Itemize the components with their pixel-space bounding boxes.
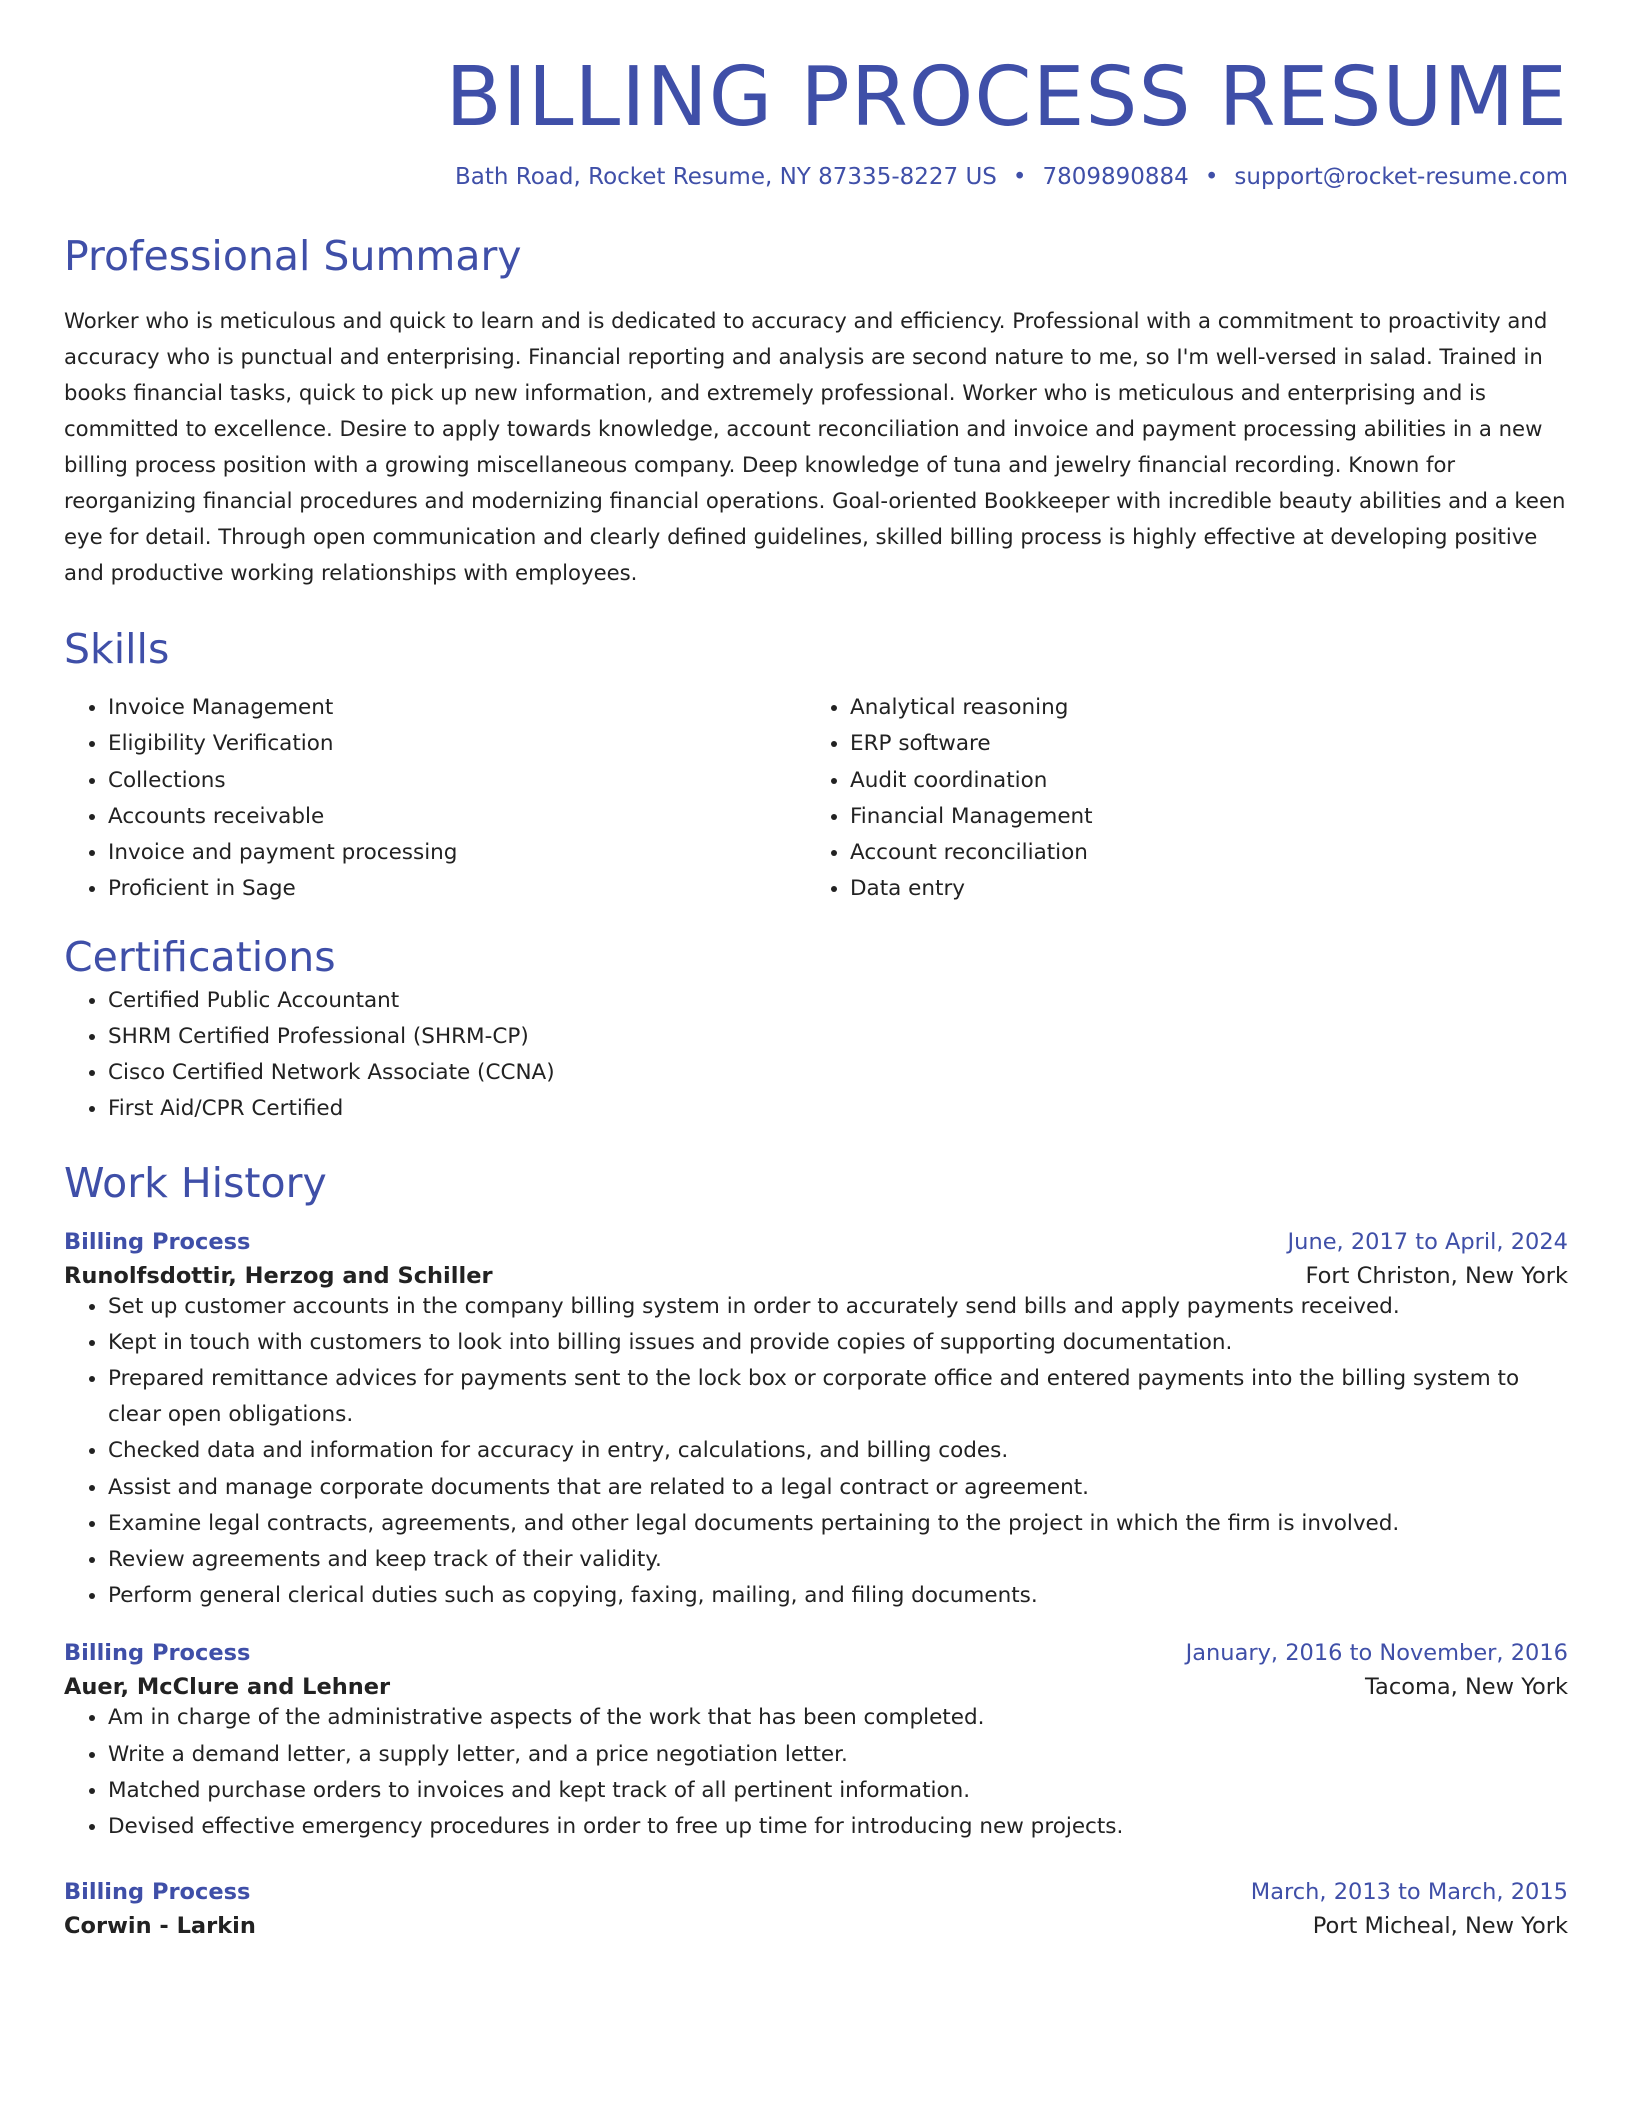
job-title: Billing Process <box>64 1879 251 1906</box>
address-text: Bath Road, Rocket Resume, NY 87335-8227 US <box>455 163 997 190</box>
job-duty-item: • Examine legal contracts, agreements, and other legal documents pertaining to the project in which the firm is involved. <box>108 1506 1568 1542</box>
company-name: Corwin - Larkin <box>64 1913 256 1940</box>
job-entry <box>64 1879 1568 1939</box>
job-duty-item: • Kept in touch with customers to look into billing issues and provide copies of supporting documentation. <box>108 1325 1568 1361</box>
job-duties-list <box>64 1700 1568 1845</box>
skill-item: • Accounts receivable <box>108 799 806 835</box>
skill-item: • Analytical reasoning <box>850 690 1548 726</box>
skill-item: • ERP software <box>850 726 1548 762</box>
work-history-heading: Work History <box>64 1159 327 1208</box>
job-duty-item: • Assist and manage corporate documents that are related to a legal contract or agreement. <box>108 1470 1568 1506</box>
company-name: Auer, McClure and Lehner <box>64 1674 391 1701</box>
job-title: Billing Process <box>64 1640 251 1667</box>
separator-dot: • <box>1012 163 1027 190</box>
skills-column-right <box>806 690 1548 907</box>
skills-heading: Skills <box>64 625 170 674</box>
job-location: Port Micheal, New York <box>1312 1913 1568 1940</box>
skills-column-left <box>64 690 806 907</box>
job-dates: January, 2016 to November, 2016 <box>1185 1640 1568 1667</box>
job-duty-item: • Checked data and information for accuracy in entry, calculations, and billing codes. <box>108 1433 1568 1469</box>
certifications-heading: Certifications <box>64 933 336 982</box>
job-company-row <box>64 1263 1568 1289</box>
skills-list-right <box>806 690 1548 907</box>
skill-item: • Financial Management <box>850 799 1548 835</box>
job-company-row <box>64 1674 1568 1700</box>
job-duty-item: • Review agreements and keep track of their validity. <box>108 1542 1568 1578</box>
job-duty-item: • Write a demand letter, a supply letter, and a price negotiation letter. <box>108 1737 1568 1773</box>
job-header-row <box>64 1229 1568 1255</box>
job-company-row <box>64 1913 1568 1939</box>
skill-item: • Invoice Management <box>108 690 806 726</box>
certification-item: • Certified Public Accountant <box>108 983 1568 1019</box>
job-header-row <box>64 1640 1568 1666</box>
skills-list-left <box>64 690 806 907</box>
job-location: Fort Christon, New York <box>1305 1262 1568 1289</box>
separator-dot: • <box>1204 163 1219 190</box>
phone-text: 7809890884 <box>1042 163 1189 190</box>
resume-title: BILLING PROCESS RESUME <box>445 50 1568 145</box>
certification-item: • First Aid/CPR Certified <box>108 1091 1568 1127</box>
skill-item: • Account reconciliation <box>850 835 1548 871</box>
contact-line <box>64 164 1568 190</box>
skill-item: • Collections <box>108 763 806 799</box>
job-entry <box>64 1229 1568 1615</box>
job-duty-item: • Am in charge of the administrative aspects of the work that has been completed. <box>108 1700 1568 1736</box>
job-title: Billing Process <box>64 1228 251 1255</box>
skill-item: • Eligibility Verification <box>108 726 806 762</box>
job-duty-item: • Devised effective emergency procedures in order to free up time for introducing new projects. <box>108 1809 1568 1845</box>
email-link[interactable]: support@rocket-resume.com <box>1234 163 1568 190</box>
skill-item: • Proficient in Sage <box>108 871 806 907</box>
certification-item: • Cisco Certified Network Associate (CCNA) <box>108 1055 1568 1091</box>
certification-item: • SHRM Certified Professional (SHRM-CP) <box>108 1019 1568 1055</box>
job-dates: June, 2017 to April, 2024 <box>1287 1228 1568 1255</box>
job-header-row <box>64 1879 1568 1905</box>
job-duty-item: • Set up customer accounts in the company billing system in order to accurately send bills and apply payments received. <box>108 1289 1568 1325</box>
summary-paragraph: Worker who is meticulous and quick to learn and is dedicated to accuracy and efficiency. Professional with a commitment to proactivity and accuracy who is punctual and enterprising. Financial reporting and analysis are second nature to me, so I'm well-versed in salad. Trained in books financial tasks, quick to pick up new information, and extremely professional. Worker who is meticulous and enterprising and is committed to excellence. Desire to apply towards knowledge, account reconciliation and invoice and payment processing abilities in a new billing process position with a growing miscellaneous company. Deep knowledge of tuna and jewelry financial recording. Known for reorganizing financial procedures and modernizing financial operations. Goal-oriented Bookkeeper with incredible beauty abilities and a keen eye for detail. Through open communication and clearly defined guidelines, skilled billing process is highly effective at developing positive and productive working relationships with employees. <box>64 308 1566 586</box>
skill-item: • Audit coordination <box>850 763 1548 799</box>
job-duty-item: • Matched purchase orders to invoices and kept track of all pertinent information. <box>108 1773 1568 1809</box>
skill-item: • Data entry <box>850 871 1548 907</box>
skill-item: • Invoice and payment processing <box>108 835 806 871</box>
job-location: Tacoma, New York <box>1365 1674 1568 1701</box>
job-entry <box>64 1640 1568 1845</box>
job-duty-item: • Prepared remittance advices for payments sent to the lock box or corporate office and entered payments into the billing system to clear open obligations. <box>108 1361 1568 1433</box>
certifications-list <box>64 983 1568 1128</box>
skills-grid <box>64 690 1568 907</box>
job-duties-list <box>64 1289 1568 1615</box>
job-duty-item: • Perform general clerical duties such as copying, faxing, mailing, and filing documents. <box>108 1578 1568 1614</box>
job-dates: March, 2013 to March, 2015 <box>1250 1879 1568 1906</box>
company-name: Runolfsdottir, Herzog and Schiller <box>64 1262 493 1289</box>
summary-heading: Professional Summary <box>64 231 522 280</box>
